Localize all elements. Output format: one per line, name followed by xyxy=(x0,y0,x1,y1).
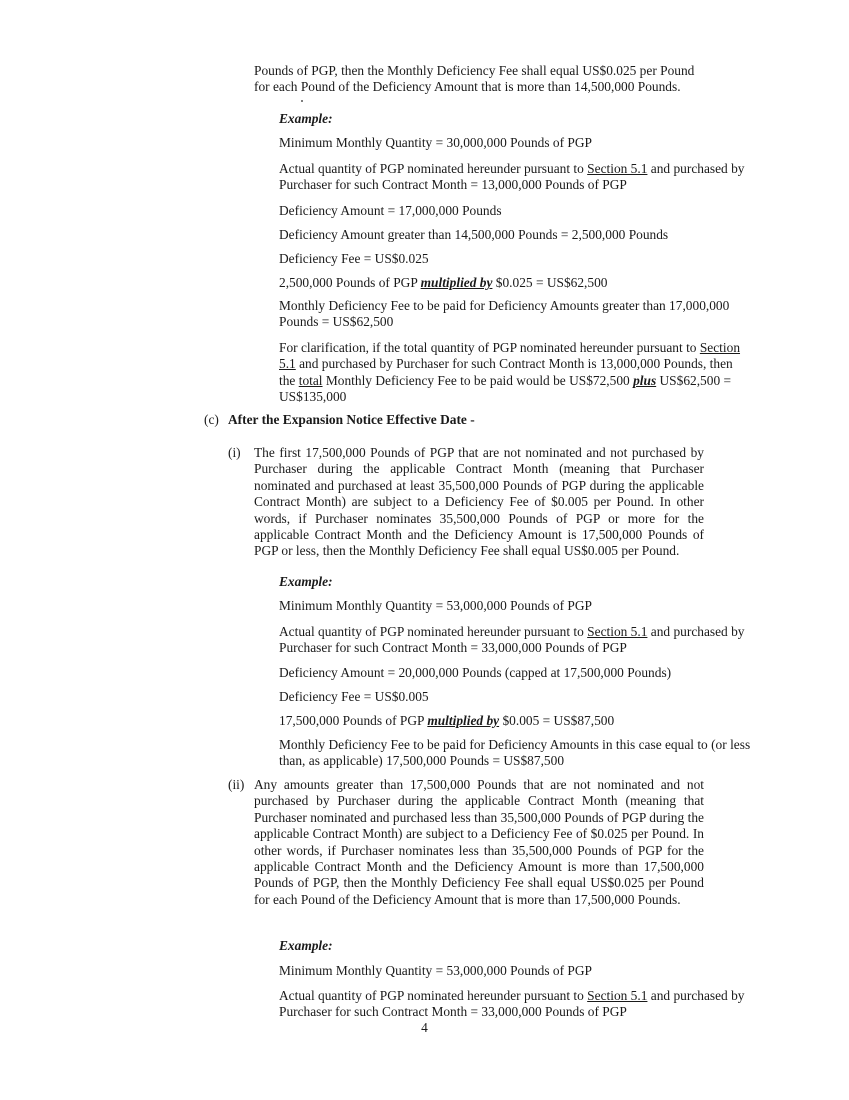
example-1-actual-text-a: Actual quantity of PGP nominated hereunder pursuant to xyxy=(279,161,588,176)
example-3-min-qty xyxy=(279,963,749,979)
example-2-monthly-text: Monthly Deficiency Fee to be paid for Deficiency Amounts in this case equal to (or less than, as applicable) 17,500,000 Pounds = US$87,500 xyxy=(279,737,751,769)
intro-line-1: Pounds of PGP, then the Monthly Deficiency Fee shall equal US$0.025 per Pound xyxy=(254,63,695,78)
plus-emphasis: plus xyxy=(633,372,657,388)
example-1-deficiency-text: Deficiency Amount = 17,000,000 Pounds xyxy=(279,203,502,218)
example-2-calc-b: $0.005 = US$87,500 xyxy=(499,713,615,728)
example-2-monthly xyxy=(279,737,751,770)
example-2-min-qty-text: Minimum Monthly Quantity = 53,000,000 Pounds of PGP xyxy=(279,598,592,613)
example-3-actual xyxy=(279,988,751,1021)
section-c-label-text: (c) xyxy=(204,412,219,427)
intro-line-2: for each Pound of the Deficiency Amount that is more than 14,500,000 Pounds. xyxy=(254,79,681,95)
example-2-actual-text-b: and purchased by Purchaser for such Contract Month = 33,000,000 Pounds of PGP xyxy=(279,624,745,656)
example-1-title xyxy=(279,111,333,127)
example-1-monthly xyxy=(279,298,751,331)
section-c-heading xyxy=(228,412,728,428)
total-emphasis: total xyxy=(298,372,323,388)
section-5-1-ref: Section 5.1 xyxy=(279,340,741,372)
example-1-calc-b: $0.025 = US$62,500 xyxy=(492,275,608,290)
item-ii-paragraph xyxy=(254,777,704,908)
example-2-actual xyxy=(279,624,751,657)
example-1-actual xyxy=(279,161,751,194)
example-2-fee xyxy=(279,689,749,705)
example-1-actual-text-b: and purchased by Purchaser for such Contract Month = 13,000,000 Pounds of PGP xyxy=(279,161,745,193)
multiplied-by-emphasis: multiplied by xyxy=(427,713,500,728)
clar-text-d: US$62,500 = US$135,000 xyxy=(279,372,732,405)
section-c-label xyxy=(204,412,219,428)
example-3-actual-text-a: Actual quantity of PGP nominated hereunder pursuant to xyxy=(279,988,588,1003)
example-2-min-qty xyxy=(279,598,749,614)
example-2-title-text: Example: xyxy=(279,574,333,589)
example-1-monthly-text: Monthly Deficiency Fee to be paid for Deficiency Amounts greater than 17,000,000 Pounds = US$62,500 xyxy=(279,298,730,330)
section-5-1-ref: Section 5.1 xyxy=(587,161,648,176)
example-1-clarification xyxy=(279,340,749,406)
example-3-title-text: Example: xyxy=(279,938,333,953)
example-1-min-qty xyxy=(279,135,749,151)
item-ii-label-text: (ii) xyxy=(228,777,245,792)
example-2-deficiency-text: Deficiency Amount = 20,000,000 Pounds (capped at 17,500,000 Pounds) xyxy=(279,665,672,680)
example-2-calc xyxy=(279,713,749,729)
example-2-title xyxy=(279,574,333,590)
example-1-greater xyxy=(279,227,749,243)
example-3-title xyxy=(279,938,333,954)
section-5-1-ref: Section 5.1 xyxy=(587,988,648,1003)
clar-text-a: For clarification, if the total quantity of PGP nominated hereunder pursuant to xyxy=(279,340,700,355)
stray-mark xyxy=(301,100,303,102)
example-1-deficiency xyxy=(279,203,749,219)
page-number xyxy=(0,1020,849,1036)
multiplied-by-emphasis: multiplied by xyxy=(420,275,493,290)
intro-paragraph xyxy=(254,63,724,96)
item-i-text: The first 17,500,000 Pounds of PGP that are not nominated and not purchased by Purchaser during the applicable Contract Month (meaning that Purchaser nominated and purchased at least 35,500,000 Pounds of PGP during the applicable Contract Month) are subject to a Deficiency Fee of $0.005 per Pound. In other words, if Purchaser nominates 35,500,000 Pounds of PGP or more for the applicable Contract Month and the Deficiency Amount is 17,500,000 Pounds of PGP or less, then the Monthly Deficiency Fee shall equal US$0.005 per Pound. xyxy=(254,445,704,559)
example-1-calc xyxy=(279,275,749,291)
item-i-label-text: (i) xyxy=(228,445,241,460)
example-2-actual-text-a: Actual quantity of PGP nominated hereunder pursuant to xyxy=(279,624,588,639)
item-ii-text: Any amounts greater than 17,500,000 Pounds that are not nominated and not purchased by Purchaser during the applicable Contract Month (meaning that Purchaser nominated and purchased less than 35,500,000 Pounds of PGP during the applicable Contract Month) are subject to a Deficiency Fee of $0.025 per Pound. In other words, if Purchaser nominates less than 35,500,000 Pounds of PGP for the applicable Contract Month and the Deficiency Amount is more than 17,500,000 Pounds of PGP, then the Monthly Deficiency Fee shall equal US$0.025 per Pound for each Pound of the Deficiency Amount that is more than 17,500,000 Pounds. xyxy=(254,777,704,907)
item-i-label xyxy=(228,445,241,461)
item-ii-label xyxy=(228,777,244,793)
example-2-calc-a: 17,500,000 Pounds of PGP xyxy=(279,713,428,728)
item-i-paragraph xyxy=(254,445,704,560)
example-1-min-qty-text: Minimum Monthly Quantity = 30,000,000 Pounds of PGP xyxy=(279,135,592,150)
example-1-title-text: Example: xyxy=(279,111,333,126)
clar-text-c: Monthly Deficiency Fee to be paid would be US$72,500 xyxy=(322,372,634,388)
example-1-greater-text: Deficiency Amount greater than 14,500,000 Pounds = 2,500,000 Pounds xyxy=(279,227,669,242)
example-1-fee xyxy=(279,251,749,267)
example-3-actual-text-b: and purchased by Purchaser for such Contract Month = 33,000,000 Pounds of PGP xyxy=(279,988,745,1020)
section-5-1-ref: Section 5.1 xyxy=(587,624,648,639)
example-1-fee-text: Deficiency Fee = US$0.025 xyxy=(279,251,429,266)
example-1-calc-a: 2,500,000 Pounds of PGP xyxy=(279,275,421,290)
section-c-heading-text: After the Expansion Notice Effective Date - xyxy=(228,412,475,427)
example-3-min-qty-text: Minimum Monthly Quantity = 53,000,000 Pounds of PGP xyxy=(279,963,592,978)
clar-text-b: and purchased by Purchaser for such Contract Month is 13,000,000 Pounds, then the xyxy=(279,356,733,388)
page-number-text: 4 xyxy=(421,1020,428,1035)
example-2-deficiency xyxy=(279,665,749,681)
example-2-fee-text: Deficiency Fee = US$0.005 xyxy=(279,689,429,704)
